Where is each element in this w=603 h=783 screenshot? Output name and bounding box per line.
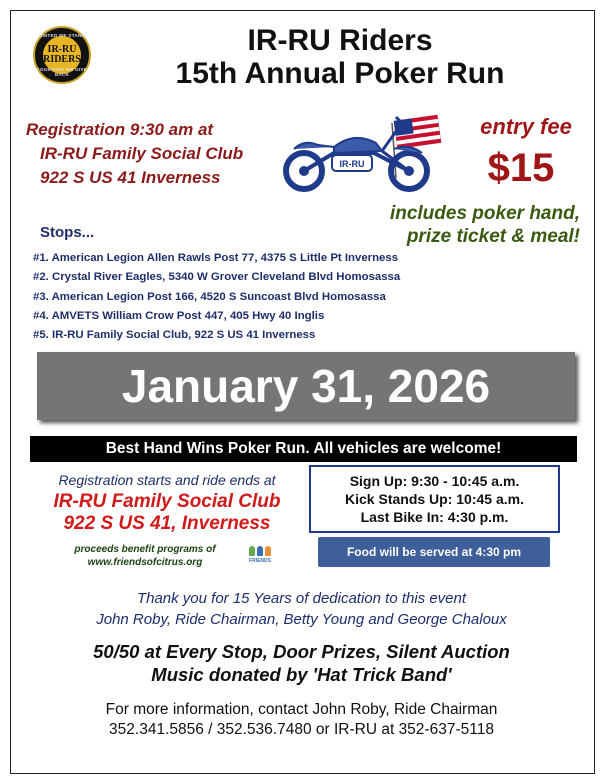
title-line2: 15th Annual Poker Run	[175, 57, 505, 90]
logo-ring-bottom: TOGETHER WE GIVE BACK	[36, 67, 88, 77]
entry-fee-label: entry fee	[480, 114, 572, 139]
friends-logo-text: FRIENDS	[249, 558, 271, 564]
motorcycle-illustration	[274, 103, 444, 203]
logo-line1: IR-RU	[47, 44, 77, 55]
proceeds-note	[50, 543, 240, 569]
friends-of-citrus-logo	[244, 546, 276, 574]
stops-heading: Stops...	[40, 224, 95, 241]
ride-start-note: Registration starts and ride ends at	[58, 472, 276, 488]
logo-ring-top: UNITED WE STAND	[38, 33, 86, 38]
entry-fee-amount: $15	[487, 146, 555, 190]
ride-venue-name: IR-RU Family Social Club	[53, 491, 281, 512]
best-hand-banner: Best Hand Wins Poker Run. All vehicles are welcome!	[30, 436, 577, 462]
logo-line2: RIDERS	[43, 54, 81, 65]
proceeds-website: www.friendsofcitrus.org	[87, 557, 203, 568]
includes-line1: includes poker hand,	[389, 203, 580, 224]
ride-venue	[22, 491, 312, 535]
thanks-note	[20, 588, 583, 630]
contact-line1: For more information, contact John Roby, Ride Chairman	[105, 701, 498, 718]
ride-venue-address: 922 S US 41, Inverness	[63, 513, 271, 534]
stop-item: #2. Crystal River Eagles, 5340 W Grover Cleveland Blvd Homosassa	[33, 271, 401, 284]
thanks-line2: John Roby, Ride Chairman, Betty Young and George Chaloux	[96, 611, 507, 628]
kick-stands-time: Kick Stands Up: 10:45 a.m.	[345, 491, 524, 507]
stop-item: #4. AMVETS William Crow Post 447, 405 Hwy 40 Inglis	[33, 309, 325, 322]
contact-phones: 352.341.5856 / 352.536.7480 or IR-RU at 352-637-5118	[109, 721, 494, 738]
contact-info	[20, 700, 583, 740]
registration-time: Registration 9:30 am at	[26, 120, 214, 139]
extras-line2: Music donated by 'Hat Trick Band'	[151, 664, 452, 685]
stop-item: #3. American Legion Post 166, 4520 S Suncoast Blvd Homosassa	[33, 290, 386, 303]
registration-info	[26, 118, 281, 190]
ir-ru-riders-logo	[33, 26, 91, 84]
flyer-title	[110, 24, 570, 90]
title-line1: IR-RU Riders	[247, 24, 433, 57]
extras-line1: 50/50 at Every Stop, Door Prizes, Silent Auction	[93, 641, 510, 662]
sign-up-time: Sign Up: 9:30 - 10:45 a.m.	[349, 473, 520, 489]
stops-list	[33, 249, 533, 345]
fee-includes	[300, 202, 580, 248]
registration-venue: IR-RU Family Social Club	[40, 144, 244, 163]
proceeds-line1: proceeds benefit programs of	[74, 544, 216, 555]
last-bike-time: Last Bike In: 4:30 p.m.	[360, 509, 509, 525]
bike-label: IR-RU	[339, 159, 365, 169]
event-extras	[20, 640, 583, 686]
includes-line2: prize ticket & meal!	[406, 226, 580, 247]
stop-item: #5. IR-RU Family Social Club, 922 S US 41 Inverness	[33, 329, 316, 342]
event-date-banner: January 31, 2026	[37, 352, 575, 420]
schedule-box	[309, 465, 560, 533]
registration-address: 922 S US 41 Inverness	[40, 168, 221, 187]
food-notice: Food will be served at 4:30 pm	[318, 537, 550, 567]
thanks-line1: Thank you for 15 Years of dedication to this event	[136, 590, 467, 607]
stop-item: #1. American Legion Allen Rawls Post 77, 4375 S Little Pt Inverness	[33, 252, 399, 264]
